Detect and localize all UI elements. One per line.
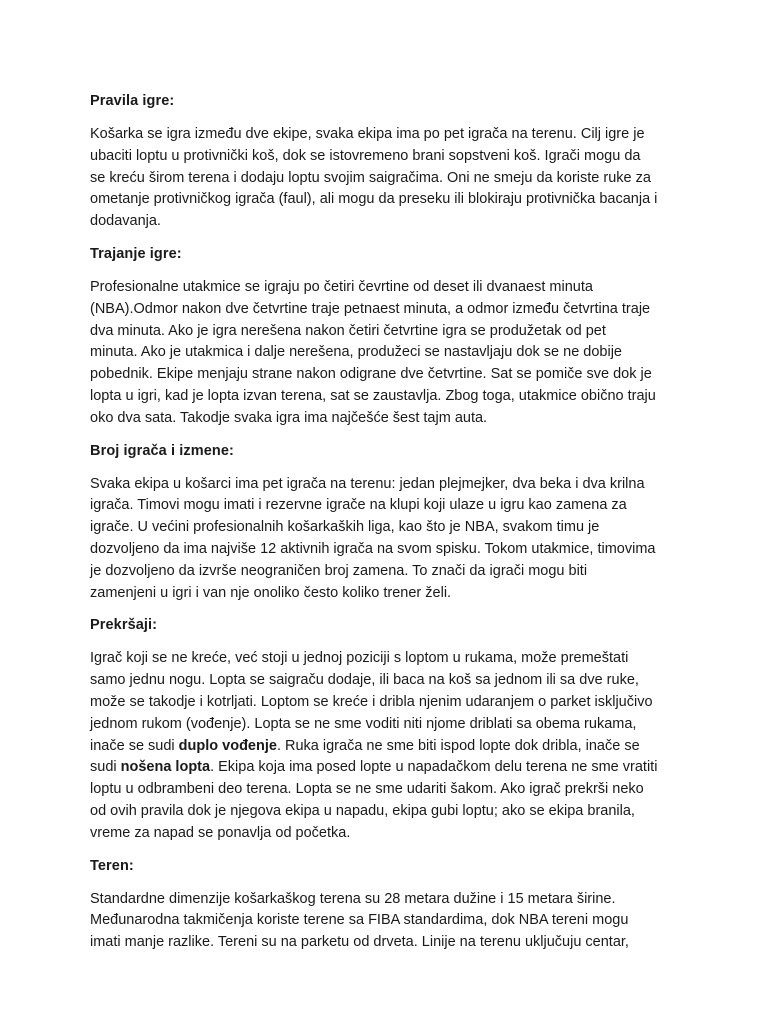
text-line [90,714,690,736]
bold-term: duplo vođenje [178,737,277,754]
text-line: ometanje protivničkog igrača (faul), ali mogu da preseku ili blokiraju protivnička bacanja i [90,191,658,208]
text-line: Standardne dimenzije košarkaškog terena su 28 metara dužine i 15 metara širine. [90,890,616,907]
section-heading: Prekršaji: [90,617,158,634]
text-line: imati manje razlike. Tereni su na parketu od drveta. Linije na terenu uključuju centar, [90,934,629,951]
text-line: zamenjeni u igri i van nje onoliko često koliko trener želi. [90,584,452,601]
text-segment: loptu u odbrambeni deo terena. Lopta se ne sme udariti šakom. Ako igrač prekrši neko [90,781,644,798]
section-paragraph [90,124,690,233]
text-segment: samo jednu nogu. Lopta se saigraču dodaje, ili baca na koš sa jednom ili sa dve ruke, [90,672,639,689]
section-paragraph [90,889,690,954]
text-line: igrača. Timovi mogu imati i rezervne igrače na klupi koji ulaze u igru kao zamena za [90,497,627,514]
text-line: dva minuta. Ako je igra nerešena nakon četiri četvrtine igra se produžetak od pet [90,322,606,339]
text-segment: od ovih pravila dok je njegova ekipa u napadu, ekipa gubi loptu; ako se ekipa branila, [90,802,635,819]
text-line: lopta u igri, kad je lopta izvan terena, sat se zaustavlja. Zbog toga, utakmice obično traju [90,387,656,404]
text-line [90,736,690,758]
section-heading: Trajanje igre: [90,245,182,262]
text-segment: . Ruka igrača ne sme biti ispod lopte dok dribla, inače se [276,737,640,754]
text-line: dodavanja. [90,213,161,230]
text-segment: može se takodje i kotrljati. Loptom se kreće i dribla njenim udaranjem o parket isključivo [90,693,653,710]
text-line [90,670,690,692]
section-trajanje-igre [90,244,690,430]
text-line: se kreću širom terena i dodaju loptu svojim saigračima. Oni ne smeju da koriste ruke za [90,169,651,186]
section-pravila-igre [90,91,690,233]
section-teren [90,856,690,954]
text-line: dozvoljeno da ima najviše 12 aktivnih igrača na svom spisku. Tokom utakmice, timovima [90,540,656,557]
text-line: Profesionalne utakmice se igraju po četiri čevrtine od deset ili dvanaest minuta [90,278,593,295]
section-broj-igraca [90,441,690,605]
text-segment: Igrač koji se ne kreće, već stoji u jednoj poziciji s loptom u rukama, može premeštati [90,650,629,667]
text-segment: vreme za napad se ponavlja od početka. [90,824,351,841]
text-line: Košarka se igra između dve ekipe, svaka ekipa ima po pet igrača na terenu. Cilj igre je [90,126,645,142]
section-heading: Pravila igre: [90,93,175,109]
text-segment: sudi [90,759,121,776]
text-segment: inače se sudi [90,737,179,754]
bold-term: nošena lopta [120,759,211,776]
text-line [90,757,690,779]
text-line: minuta. Ako je utakmica i dalje nerešena, produžeci se nastavljaju dok se ne dobije [90,344,622,361]
text-line: igrače. U većini profesionalnih košarkaških liga, kao što je NBA, svakom timu je [90,519,600,536]
text-line [90,823,690,845]
text-line: ubaciti loptu u protivnički koš, dok se istovremeno brani sopstveni koš. Igrači mogu da [90,147,641,164]
document-page [90,91,690,954]
text-line: Međunarodna takmičenja koriste terene sa FIBA standardima, dok NBA tereni mogu [90,912,629,929]
text-line: (NBA).Odmor nakon dve četvrtine traje petnaest minuta, a odmor između četvrtina traje [90,300,651,317]
section-paragraph [90,474,690,605]
section-heading: Teren: [90,857,134,874]
section-prekrsaji [90,615,690,844]
text-line: oko dva sata. Takodje svaka igra ima najčešće šest tajm auta. [90,409,488,426]
text-segment: jednom rukom (vođenje). Lopta se ne sme voditi niti njome driblati sa obema rukama, [90,715,637,732]
text-line [90,692,690,714]
text-line: pobednik. Ekipe menjaju strane nakon odigrane dve četvrtine. Sat se pomiče sve dok je [90,366,652,383]
text-line [90,801,690,823]
section-paragraph [90,648,690,844]
section-paragraph [90,277,690,430]
text-line: Svaka ekipa u košarci ima pet igrača na terenu: jedan plejmejker, dva beka i dva krilna [90,475,645,492]
section-heading: Broj igrača i izmene: [90,442,234,459]
text-line [90,648,690,670]
text-line [90,779,690,801]
text-line: je dozvoljeno da izvrše neograničen broj zamena. To znači da igrači mogu biti [90,562,588,579]
text-segment: . Ekipa koja ima posed lopte u napadačkom delu terena ne sme vratiti [210,759,658,776]
